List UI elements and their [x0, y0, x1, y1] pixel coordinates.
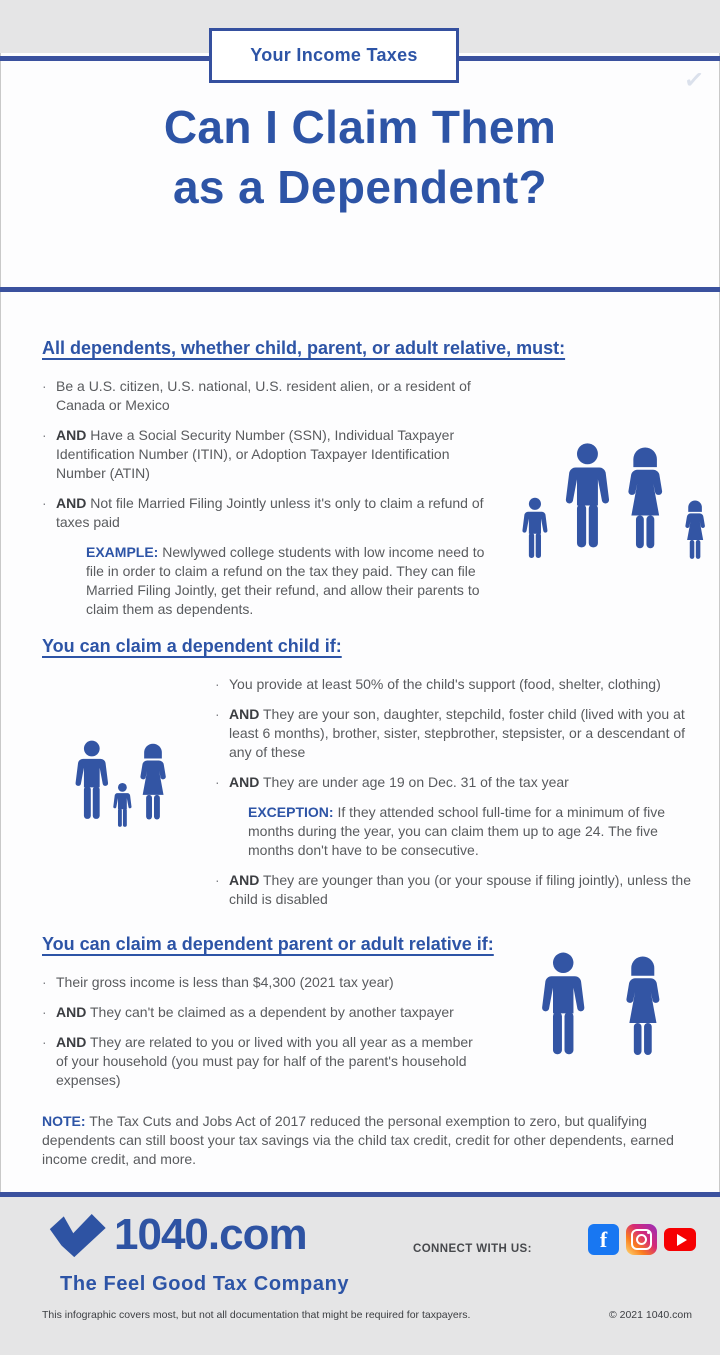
bullet-dot: · — [215, 676, 220, 692]
youtube-icon[interactable] — [664, 1228, 696, 1251]
checkmark-icon: ✓ — [682, 66, 706, 95]
bullet-body: You provide at least 50% of the child's support (food, shelter, clothing) — [229, 676, 661, 692]
bullet-body: They are under age 19 on Dec. 31 of the tax year — [262, 774, 569, 790]
list-item — [42, 377, 490, 415]
bullet-text — [229, 773, 569, 792]
bullet-dot: · — [215, 774, 220, 790]
youtube-play-triangle — [677, 1234, 687, 1246]
exception-callout — [248, 803, 686, 860]
instagram-lens — [636, 1234, 647, 1245]
section-heading: You can claim a dependent parent or adult relative if: — [42, 934, 494, 954]
bullet-and-label: AND — [56, 495, 87, 511]
bullet-list — [42, 973, 480, 1090]
header-badge — [209, 28, 459, 83]
bullet-body: Not file Married Filing Jointly unless it's only to claim a refund of taxes paid — [56, 495, 484, 530]
bullet-list — [215, 675, 693, 792]
bullet-and-label: AND — [56, 427, 87, 443]
family-young-child-icon — [54, 706, 192, 856]
list-item — [42, 973, 480, 992]
bullet-dot: · — [42, 495, 47, 511]
bullet-text — [56, 494, 490, 532]
list-item — [42, 426, 490, 483]
section-heading: You can claim a dependent child if: — [42, 636, 342, 656]
bullet-text — [56, 377, 490, 415]
title-line-1: Can I Claim Them — [163, 101, 557, 153]
bullet-text — [229, 871, 693, 909]
footer — [0, 1197, 720, 1355]
note-paragraph — [42, 1112, 684, 1169]
bullet-dot: · — [215, 706, 220, 722]
list-item — [215, 675, 693, 694]
family-two-children-icon — [516, 421, 714, 573]
list-item — [42, 1003, 480, 1022]
bullet-dot: · — [42, 427, 47, 443]
bullet-text — [56, 973, 394, 992]
bullet-and-label: AND — [229, 706, 260, 722]
title-divider-line — [0, 287, 720, 292]
list-item — [42, 1033, 480, 1090]
bullet-text — [56, 1003, 454, 1022]
list-item — [215, 871, 693, 909]
bullet-dot: · — [42, 378, 47, 394]
example-label: EXAMPLE: — [86, 544, 159, 560]
connect-with-us-label: CONNECT WITH US: — [413, 1243, 532, 1255]
bullet-list — [42, 377, 490, 532]
logo-text: 1040.com — [114, 1210, 307, 1259]
bullet-dot: · — [42, 1004, 47, 1020]
page-title — [0, 98, 720, 218]
adult-couple-icon — [525, 930, 681, 1080]
bullet-text — [229, 675, 661, 694]
badge-label: Your Income Taxes — [250, 45, 418, 65]
section-heading: All dependents, whether child, parent, or adult relative, must: — [42, 338, 566, 358]
social-icons — [588, 1224, 696, 1255]
bullet-body: Their gross income is less than $4,300 (2021 tax year) — [56, 974, 394, 990]
bullet-and-label: AND — [56, 1004, 87, 1020]
facebook-glyph: f — [599, 1227, 608, 1252]
bullet-body: They are younger than you (or your spouse if filing jointly), unless the child is disabled — [229, 872, 691, 907]
example-callout — [86, 543, 488, 619]
copyright-text: © 2021 1040.com — [608, 1309, 692, 1321]
bullet-dot: · — [42, 1034, 47, 1050]
bullet-body: They are related to you or lived with you all year as a member of your household (you must pay for half of the parent's household expenses) — [56, 1034, 473, 1088]
list-item — [215, 705, 693, 762]
instagram-icon[interactable] — [626, 1224, 657, 1255]
tagline: The Feel Good Tax Company — [60, 1273, 350, 1295]
exception-label: EXCEPTION: — [248, 804, 334, 820]
list-item — [42, 494, 490, 532]
disclaimer-text: This infographic covers most, but not all documentation that might be required for taxpayers. — [42, 1309, 471, 1321]
bullet-text — [56, 426, 490, 483]
bullet-text — [229, 705, 693, 762]
example-text: Newlywed college students with low income need to file in order to claim a refund on the tax they paid. They can file Married Filing Jointly, get their refund, and allow their parents to claim them as dependents. — [86, 544, 485, 617]
list-item — [215, 773, 693, 792]
bullet-body: They can't be claimed as a dependent by another taxpayer — [89, 1004, 454, 1020]
note-text: The Tax Cuts and Jobs Act of 2017 reduced the personal exemption to zero, but qualifying dependents can still boost your tax savings via the child tax credit, credit for other dependents, earned income credit, and more. — [42, 1113, 674, 1167]
1040-logo-icon — [44, 1209, 108, 1261]
exception-text: If they attended school full-time for a minimum of five months during the year, you can claim them up to age 24. The five months don't have to be consecutive. — [248, 804, 666, 858]
bullet-dot: · — [215, 872, 220, 888]
note-label: NOTE: — [42, 1113, 86, 1129]
bullet-and-label: AND — [229, 774, 260, 790]
bullet-text — [56, 1033, 480, 1090]
title-line-2: as a Dependent? — [172, 160, 548, 213]
bullet-dot: · — [42, 974, 47, 990]
facebook-icon[interactable] — [588, 1224, 619, 1255]
legal-row — [42, 1309, 692, 1321]
bullet-body: Be a U.S. citizen, U.S. national, U.S. resident alien, or a resident of Canada or Mexico — [56, 378, 471, 413]
instagram-flash-dot — [647, 1231, 650, 1234]
1040-logo[interactable] — [44, 1209, 307, 1261]
bullet-list — [215, 871, 693, 909]
bullet-body: They are your son, daughter, stepchild, foster child (lived with you at least 6 months), brother, sister, stepbrother, stepsister, or a descendant of any of these — [229, 706, 686, 760]
bullet-and-label: AND — [229, 872, 260, 888]
bullet-and-label: AND — [56, 1034, 87, 1050]
bullet-body: Have a Social Security Number (SSN), Individual Taxpayer Identification Number (ITIN), or Adoption Taxpayer Identification Number (ATIN) — [56, 427, 455, 481]
